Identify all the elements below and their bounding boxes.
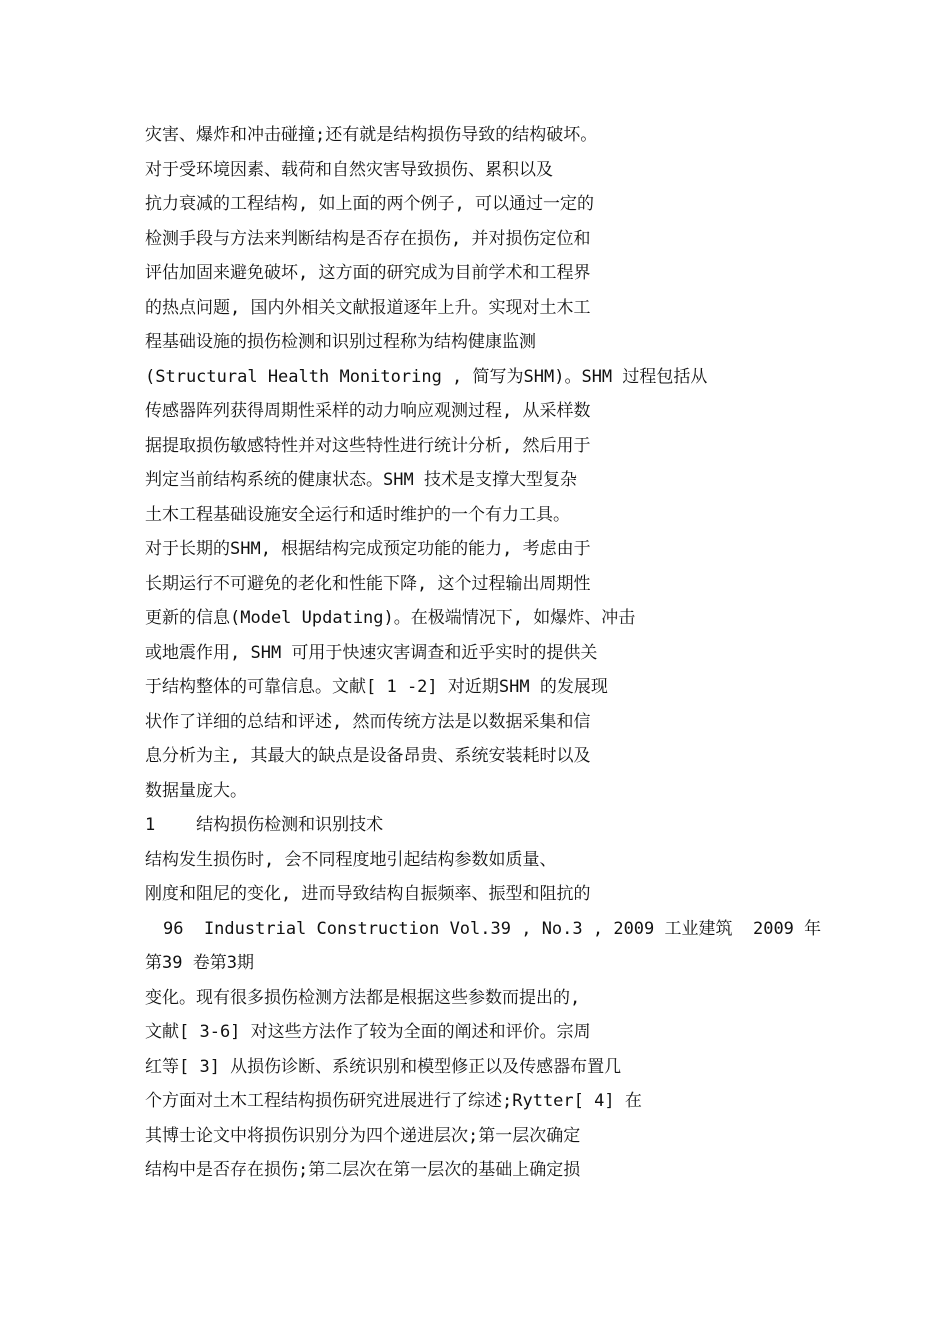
text-line: 息分析为主, 其最大的缺点是设备昂贵、系统安装耗时以及 [145,746,591,766]
text-line: 评估加固来避免破坏, 这方面的研究成为目前学术和工程界 [145,263,591,283]
text-line: 更新的信息(Model Updating)。在极端情况下, 如爆炸、冲击 [145,608,636,628]
text-line: 变化。现有很多损伤检测方法都是根据这些参数而提出的, [145,987,581,1008]
text-line: (Structural Health Monitoring , 简写为SHM)。SHM 过程包括从 [145,366,708,387]
text-line: 土木工程基础设施安全运行和适时维护的一个有力工具。 [145,504,570,525]
text-line: 判定当前结构系统的健康状态。SHM 技术是支撑大型复杂 [145,470,577,490]
text-line: 据提取损伤敏感特性并对这些特性进行统计分析, 然后用于 [145,435,591,456]
text-line: 的热点问题, 国内外相关文献报道逐年上升。实现对土木工 [145,297,591,318]
text-line: 于结构整体的可靠信息。文献[ 1 -2] 对近期SHM 的发展现 [145,677,608,697]
section-heading: 1 结构损伤检测和识别技术 [145,815,384,835]
text-line: 灾害、爆炸和冲击碰撞;还有就是结构损伤导致的结构破坏。 [145,125,598,145]
body-text [145,118,935,1188]
text-line: 检测手段与方法来判断结构是否存在损伤, 并对损伤定位和 [145,228,591,249]
text-line: 长期运行不可避免的老化和性能下降, 这个过程输出周期性 [145,573,591,594]
text-line: 结构发生损伤时, 会不同程度地引起结构参数如质量、 [145,849,557,870]
text-line: 刚度和阻尼的变化, 进而导致结构自振频率、振型和阻抗的 [145,884,591,904]
text-line: 结构中是否存在损伤;第二层次在第一层次的基础上确定损 [145,1160,581,1180]
text-line: 程基础设施的损伤检测和识别过程称为结构健康监测 [145,332,536,352]
text-line: 其博士论文中将损伤识别分为四个递进层次;第一层次确定 [145,1125,581,1146]
text-line: 对于长期的SHM, 根据结构完成预定功能的能力, 考虑由于 [145,539,591,559]
text-line: 个方面对土木工程结构损伤研究进展进行了综述;Rytter[ 4] 在 [145,1091,642,1111]
text-line: 数据量庞大。 [145,780,247,801]
text-line: 红等[ 3] 从损伤诊断、系统识别和模型修正以及传感器布置几 [145,1056,622,1077]
page-footer: 96 Industrial Construction Vol.39 , No.3 , 2009 工业建筑 2009 年 [163,918,822,939]
text-line: 抗力衰减的工程结构, 如上面的两个例子, 可以通过一定的 [145,194,594,214]
volume-issue-line: 第39 卷第3期 [145,953,254,973]
text-line: 状作了详细的总结和评述, 然而传统方法是以数据采集和信 [145,711,591,732]
text-line: 文献[ 3-6] 对这些方法作了较为全面的阐述和评价。宗周 [145,1022,591,1042]
text-line: 对于受环境因素、载荷和自然灾害导致损伤、累积以及 [145,159,553,180]
text-line: 传感器阵列获得周期性采样的动力响应观测过程, 从采样数 [145,401,591,421]
text-line: 或地震作用, SHM 可用于快速灾害调查和近乎实时的提供关 [145,642,598,663]
